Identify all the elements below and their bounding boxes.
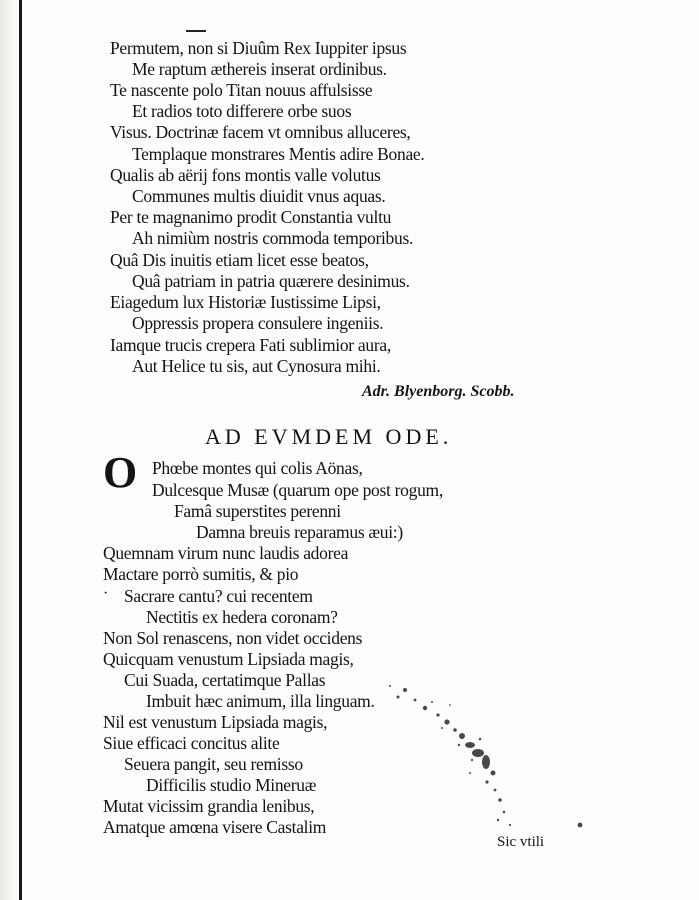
poem1-line-16: Aut Helice tu sis, aut Cynosura mihi.	[132, 356, 381, 376]
poem2-line-6: Mactare porrò sumitis, & pio	[103, 564, 299, 584]
poem2-line-13: Nil est venustum Lipsiada magis,	[103, 712, 328, 732]
poem1-line-7: Qualis ab aërij fons montis valle volutus	[110, 165, 381, 185]
poem2-line-9: Non Sol renascens, non videt occidens	[103, 628, 363, 648]
poem2-line-17: Mutat vicissim grandia lenibus,	[103, 796, 315, 816]
poem2-line-14: Siue efficaci concitus alite	[103, 733, 280, 753]
poem1-line-2: Me raptum æthereis inserat ordinibus.	[132, 59, 387, 79]
poem1-line-12: Quâ patriam in patria quærere desinimus.	[132, 271, 410, 291]
poem2-line-5: Quemnam virum nunc laudis adorea	[103, 543, 349, 563]
poem1-line-11: Quâ Dis inuitis etiam licet esse beatos,	[110, 250, 369, 270]
poem2-line-15: Seuera pangit, seu remisso	[124, 754, 303, 774]
poem1-line-13: Eiagedum lux Historiæ Iustissime Lipsi,	[110, 292, 381, 312]
poem2-line-11: Cui Suada, certatimque Pallas	[124, 670, 326, 690]
poem1-line-4: Et radios toto differere orbe suos	[132, 101, 352, 121]
poem1-line-1: Permutem, non si Diuûm Rex Iuppiter ipsus	[110, 38, 407, 58]
catchword: Sic vtili	[497, 834, 545, 850]
poem2-line-4: Damna breuis reparamus æui:)	[196, 522, 403, 542]
gutter-shadow	[0, 0, 19, 900]
poem2-line-10: Quicquam venustum Lipsiada magis,	[103, 649, 354, 669]
poem1-line-8: Communes multis diuidit vnus aquas.	[132, 186, 386, 206]
poem2-line-1: Phœbe montes qui colis Aönas,	[152, 458, 363, 478]
ode-heading: AD EVMDEM ODE.	[205, 424, 453, 449]
poem1-line-10: Ah nimiùm nostris commoda temporibus.	[132, 228, 414, 248]
poem1-line-3: Te nascente polo Titan nouus affulsisse	[110, 80, 373, 100]
poem1-line-6: Templaque monstrares Mentis adire Bonae.	[132, 144, 425, 164]
poem2-line-7: Sacrare cantu? cui recentem	[124, 586, 313, 606]
poem2-line-3: Famâ superstites perenni	[174, 501, 341, 521]
poem1-line-15: Iamque trucis crepera Fati sublimior aura,	[110, 335, 391, 355]
poem2-line-2: Dulcesque Musæ (quarum ope post rogum,	[152, 480, 443, 500]
poem2-line-8: Nectitis ex hedera coronam?	[146, 607, 338, 627]
gutter-line	[19, 0, 22, 900]
top-mark	[186, 30, 206, 32]
margin-dot: ·	[103, 585, 109, 602]
drop-cap: O	[103, 448, 138, 497]
poem1-line-14: Oppressis propera consulere ingeniis.	[132, 313, 384, 333]
poem2-line-16: Difficilis studio Mineruæ	[146, 775, 317, 795]
poem1-line-5: Visus. Doctrinæ facem vt omnibus alluceres,	[110, 122, 411, 142]
poem2-line-12: Imbuit hæc animum, illa linguam.	[146, 691, 375, 711]
poem2-line-18: Amatque amœna visere Castalim	[103, 817, 327, 837]
poem1-line-9: Per te magnanimo prodit Constantia vultu	[110, 207, 392, 227]
signature: Adr. Blyenborg. Scobb.	[362, 383, 515, 400]
